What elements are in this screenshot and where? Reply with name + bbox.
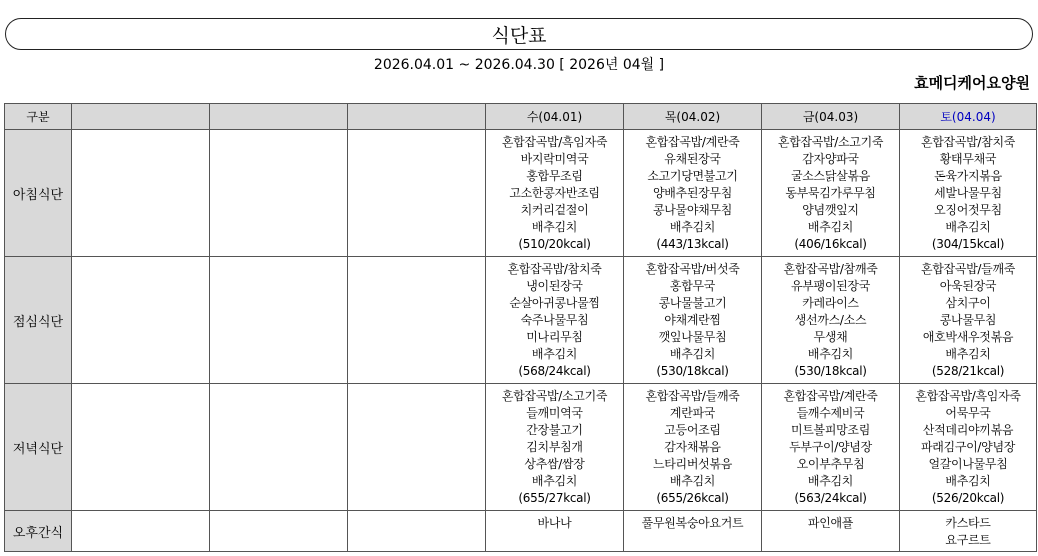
header-empty-2 <box>210 104 348 130</box>
row-label: 아침식단 <box>5 130 72 257</box>
menu-item: 배추김치 <box>531 347 578 361</box>
menu-item: 혼합잡곡밥/들깨죽 <box>920 262 1016 276</box>
menu-item: 배추김치 <box>945 474 991 488</box>
empty-cell <box>210 511 348 552</box>
menu-item: 세발나물무침 <box>934 186 1002 200</box>
menu-item: 치커리겉절이 <box>520 203 589 217</box>
menu-item: 배추김치 <box>807 347 854 361</box>
page-title: 식단표 <box>491 24 547 47</box>
menu-item: 파인애플 <box>807 516 854 530</box>
menu-item: 느타리버섯볶음 <box>652 457 733 471</box>
menu-item: 계란파국 <box>669 406 716 420</box>
menu-item: 산적데리야끼볶음 <box>922 423 1014 437</box>
menu-item: 깻잎나물무침 <box>658 330 727 344</box>
menu-item: 배추김치 <box>531 220 578 234</box>
empty-cell <box>348 511 486 552</box>
menu-item: (510/20kcal) <box>518 237 591 251</box>
menu-cell <box>624 257 762 384</box>
menu-item: 배추김치 <box>531 474 578 488</box>
menu-item: 들깨수제비국 <box>796 406 865 420</box>
empty-cell <box>348 130 486 257</box>
menu-item: 삼치구이 <box>945 296 991 310</box>
menu-item: 배추김치 <box>807 474 854 488</box>
title-box <box>5 18 1033 50</box>
menu-item: 요구르트 <box>945 533 991 547</box>
header-empty-1 <box>72 104 210 130</box>
menu-item: (526/20kcal) <box>931 491 1005 505</box>
row-label: 점심식단 <box>5 257 72 384</box>
menu-item: 혼합잡곡밥/참치죽 <box>920 135 1016 149</box>
table-row <box>5 130 1037 257</box>
table-header-row <box>5 104 1037 130</box>
empty-cell <box>72 511 210 552</box>
menu-item: 오징어젓무침 <box>934 203 1002 217</box>
menu-cell <box>762 130 900 257</box>
menu-item: 미나리무침 <box>526 330 583 344</box>
menu-cell <box>762 384 900 511</box>
menu-item: 김치부침개 <box>526 440 583 454</box>
menu-item: 굴소스닭살볶음 <box>790 169 871 183</box>
empty-cell <box>72 384 210 511</box>
menu-item: (563/24kcal) <box>794 491 867 505</box>
menu-item: (568/24kcal) <box>518 364 591 378</box>
organization-name: 효메디케어요양원 <box>914 74 1030 92</box>
menu-item: 풀무원복숭아요거트 <box>641 516 744 530</box>
header-day: 금(04.03) <box>762 104 900 130</box>
menu-item: 혼합잡곡밥/계란죽 <box>645 135 740 149</box>
menu-item: 파래김구이/양념장 <box>920 440 1016 454</box>
empty-cell <box>72 257 210 384</box>
row-label: 오후간식 <box>5 511 72 552</box>
menu-item: 미트볼피망조림 <box>790 423 871 437</box>
menu-item: 홍합무조림 <box>526 169 583 183</box>
menu-item: 상추쌈/쌈장 <box>524 457 585 471</box>
menu-item: 배추김치 <box>669 220 716 234</box>
menu-item: (655/27kcal) <box>518 491 591 505</box>
menu-item: 혼합잡곡밥/들깨죽 <box>645 389 740 403</box>
menu-item: 배추김치 <box>807 220 854 234</box>
menu-item: 냉이된장국 <box>526 279 583 293</box>
table-row <box>5 257 1037 384</box>
menu-cell <box>762 511 900 552</box>
menu-item: 소고기당면불고기 <box>647 169 738 183</box>
menu-item: 배추김치 <box>945 347 991 361</box>
menu-item: 감자채볶음 <box>664 440 721 454</box>
menu-item: (406/16kcal) <box>794 237 867 251</box>
menu-item: 콩나물무침 <box>939 313 997 327</box>
header-empty-3 <box>348 104 486 130</box>
menu-item: 돈육가지볶음 <box>934 169 1002 183</box>
menu-item: 혼합잡곡밥/계란죽 <box>783 389 878 403</box>
menu-cell <box>900 384 1037 511</box>
menu-cell <box>486 511 624 552</box>
menu-item: (528/21kcal) <box>931 364 1005 378</box>
menu-item: 유채된장국 <box>664 152 721 166</box>
menu-cell <box>624 511 762 552</box>
empty-cell <box>210 130 348 257</box>
menu-item: 야채계란찜 <box>664 313 721 327</box>
menu-item: 배추김치 <box>669 474 716 488</box>
menu-item: 혼합잡곡밥/흑임자죽 <box>915 389 1021 403</box>
menu-item: 동부묵김가루무침 <box>785 186 876 200</box>
menu-cell <box>486 384 624 511</box>
period-range: 2026.04.01 ~ 2026.04.30 [ 2026년 04월 ] <box>373 57 665 73</box>
menu-item: (655/26kcal) <box>656 491 729 505</box>
menu-item: (530/18kcal) <box>794 364 867 378</box>
menu-item: 혼합잡곡밥/소고기죽 <box>777 135 884 149</box>
menu-item: 혼합잡곡밥/버섯죽 <box>645 262 740 276</box>
menu-item: 얼갈이나물무침 <box>928 457 1008 471</box>
menu-cell <box>900 130 1037 257</box>
header-day-saturday: 토(04.04) <box>900 104 1037 130</box>
menu-item: (443/13kcal) <box>656 237 729 251</box>
empty-cell <box>72 130 210 257</box>
menu-cell <box>486 257 624 384</box>
empty-cell <box>348 384 486 511</box>
menu-item: 두부구이/양념장 <box>789 440 872 454</box>
menu-item: 배추김치 <box>945 220 991 234</box>
menu-item: 고등어조림 <box>664 423 721 437</box>
menu-item: 양념깻잎지 <box>802 203 859 217</box>
menu-item: 무생채 <box>813 330 848 344</box>
empty-cell <box>210 257 348 384</box>
header-category: 구분 <box>5 104 72 130</box>
table-row <box>5 511 1037 552</box>
empty-cell <box>210 384 348 511</box>
menu-item: 어묵무국 <box>945 406 991 420</box>
menu-item: 아욱된장국 <box>939 279 997 293</box>
menu-item: 감자양파국 <box>802 152 859 166</box>
menu-item: 애호박새우젓볶음 <box>922 330 1014 344</box>
menu-cell <box>486 130 624 257</box>
menu-item: 유부팽이된장국 <box>790 279 871 293</box>
menu-item: 숙주나물무침 <box>520 313 589 327</box>
menu-item: 홍합무국 <box>669 279 716 293</box>
menu-cell <box>762 257 900 384</box>
menu-item: (530/18kcal) <box>656 364 729 378</box>
menu-item: 혼합잡곡밥/흑임자죽 <box>501 135 608 149</box>
empty-cell <box>348 257 486 384</box>
menu-cell <box>624 384 762 511</box>
menu-item: 혼합잡곡밥/소고기죽 <box>501 389 608 403</box>
menu-item: 콩나물야채무침 <box>652 203 733 217</box>
menu-item: 황태무채국 <box>939 152 997 166</box>
menu-item: 바지락미역국 <box>520 152 589 166</box>
menu-cell <box>900 511 1037 552</box>
menu-item: 카레라이스 <box>802 296 859 310</box>
meal-table <box>4 103 1037 552</box>
menu-item: 간장불고기 <box>526 423 583 437</box>
menu-item: 콩나물불고기 <box>658 296 727 310</box>
menu-item: 혼합잡곡밥/참깨죽 <box>783 262 878 276</box>
menu-item: 바나나 <box>537 516 572 530</box>
menu-item: 고소한콩자반조림 <box>509 186 600 200</box>
menu-item: 오이부추무침 <box>796 457 865 471</box>
menu-cell <box>624 130 762 257</box>
menu-item: (304/15kcal) <box>931 237 1005 251</box>
header-day: 목(04.02) <box>624 104 762 130</box>
menu-item: 혼합잡곡밥/참치죽 <box>507 262 602 276</box>
menu-item: 양배추된장무침 <box>652 186 733 200</box>
menu-item: 순살아귀콩나물찜 <box>509 296 600 310</box>
menu-item: 생선까스/소스 <box>794 313 867 327</box>
menu-item: 카스타드 <box>945 516 991 530</box>
header-day: 수(04.01) <box>486 104 624 130</box>
menu-item: 배추김치 <box>669 347 716 361</box>
row-label: 저녁식단 <box>5 384 72 511</box>
menu-cell <box>900 257 1037 384</box>
menu-item: 들깨미역국 <box>526 406 583 420</box>
table-row <box>5 384 1037 511</box>
